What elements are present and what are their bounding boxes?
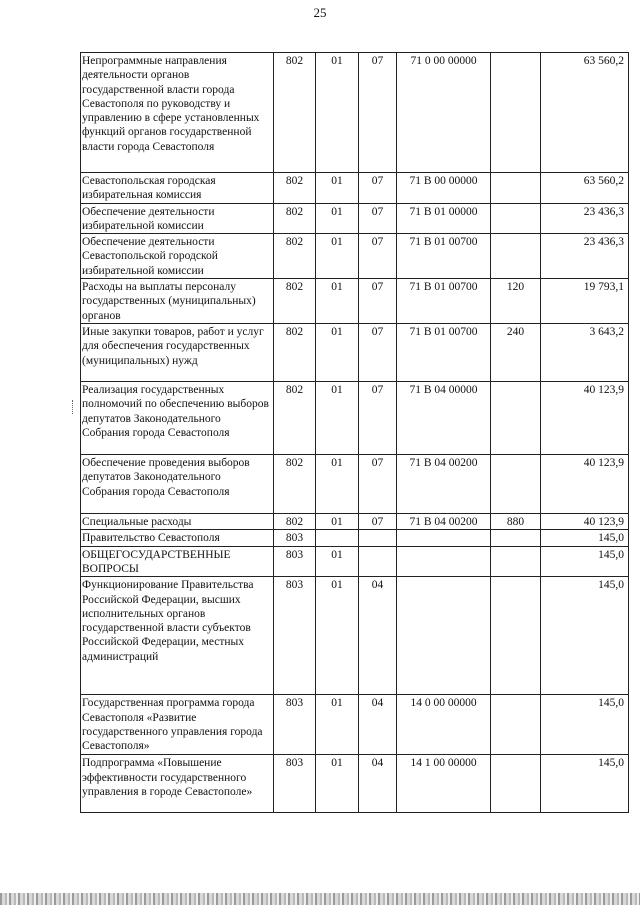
section-code: 01: [316, 577, 359, 695]
expense-type-code: [491, 755, 541, 813]
expense-type-code: [491, 234, 541, 279]
expense-type-code: [491, 173, 541, 204]
table-row: [81, 234, 629, 279]
target-article-code: [397, 530, 491, 546]
ministry-code: 803: [274, 530, 316, 546]
table-row: [81, 382, 629, 455]
table-row: [81, 173, 629, 204]
subsection-code: 07: [359, 173, 397, 204]
subsection-code: [359, 530, 397, 546]
target-article-code: 71 В 01 00700: [397, 234, 491, 279]
target-article-code: 71 0 00 00000: [397, 53, 491, 173]
ministry-code: 803: [274, 546, 316, 577]
expense-type-code: [491, 203, 541, 234]
ministry-code: 803: [274, 695, 316, 755]
table-row: [81, 755, 629, 813]
subsection-code: 04: [359, 755, 397, 813]
expense-type-code: [491, 53, 541, 173]
ministry-code: 802: [274, 203, 316, 234]
margin-mark: [72, 400, 75, 414]
target-article-code: 71 В 01 00700: [397, 279, 491, 324]
subsection-code: 07: [359, 324, 397, 382]
target-article-code: 71 В 04 00200: [397, 514, 491, 530]
expense-type-code: [491, 382, 541, 455]
table-row: [81, 695, 629, 755]
budget-item-name: Севастопольская городская избирательная комиссия: [81, 173, 274, 204]
budget-item-name: ОБЩЕГОСУДАРСТВЕННЫЕ ВОПРОСЫ: [81, 546, 274, 577]
section-code: [316, 530, 359, 546]
target-article-code: 71 В 00 00000: [397, 173, 491, 204]
section-code: 01: [316, 203, 359, 234]
table-body: [81, 53, 629, 813]
target-article-code: 14 1 00 00000: [397, 755, 491, 813]
budget-item-name: Расходы на выплаты персоналу государственных (муниципальных) органов: [81, 279, 274, 324]
budget-item-name: Реализация государственных полномочий по обеспечению выборов депутатов Законодательного Собрания города Севастополя: [81, 382, 274, 455]
section-code: 01: [316, 382, 359, 455]
budget-item-name: Подпрограмма «Повышение эффективности государственного управления в городе Севастополе»: [81, 755, 274, 813]
expense-type-code: [491, 455, 541, 514]
budget-item-name: Правительство Севастополя: [81, 530, 274, 546]
amount-value: 40 123,9: [541, 514, 629, 530]
subsection-code: 07: [359, 514, 397, 530]
section-code: 01: [316, 755, 359, 813]
table-row: [81, 203, 629, 234]
page-number: 25: [313, 5, 327, 20]
amount-value: 145,0: [541, 577, 629, 695]
budget-item-name: Функционирование Правительства Российской Федерации, высших исполнительных органов государственной власти субъектов Российской Федерации, местных администраций: [81, 577, 274, 695]
ministry-code: 802: [274, 234, 316, 279]
table-row: [81, 514, 629, 530]
section-code: 01: [316, 514, 359, 530]
subsection-code: 07: [359, 203, 397, 234]
ministry-code: 802: [274, 324, 316, 382]
budget-table: [80, 52, 629, 813]
subsection-code: 07: [359, 234, 397, 279]
target-article-code: [397, 577, 491, 695]
table-row: [81, 546, 629, 577]
budget-item-name: Непрограммные направления деятельности органов государственной власти города Севастополя по руководству и управлению в сфере установленных функций органов государственной власти города Севастополя: [81, 53, 274, 173]
budget-item-name: Иные закупки товаров, работ и услуг для обеспечения государственных (муниципальных) нужд: [81, 324, 274, 382]
ministry-code: 803: [274, 577, 316, 695]
amount-value: 40 123,9: [541, 382, 629, 455]
target-article-code: 71 В 04 00000: [397, 382, 491, 455]
table-row: [81, 455, 629, 514]
subsection-code: 07: [359, 382, 397, 455]
amount-value: 23 436,3: [541, 203, 629, 234]
amount-value: 19 793,1: [541, 279, 629, 324]
amount-value: 3 643,2: [541, 324, 629, 382]
ministry-code: 802: [274, 279, 316, 324]
amount-value: 145,0: [541, 546, 629, 577]
subsection-code: [359, 546, 397, 577]
amount-value: 145,0: [541, 530, 629, 546]
section-code: 01: [316, 695, 359, 755]
amount-value: 145,0: [541, 755, 629, 813]
amount-value: 145,0: [541, 695, 629, 755]
section-code: 01: [316, 455, 359, 514]
amount-value: 63 560,2: [541, 173, 629, 204]
section-code: 01: [316, 173, 359, 204]
ministry-code: 802: [274, 53, 316, 173]
table-row: [81, 279, 629, 324]
section-code: 01: [316, 279, 359, 324]
amount-value: 23 436,3: [541, 234, 629, 279]
ministry-code: 802: [274, 455, 316, 514]
ministry-code: 802: [274, 173, 316, 204]
subsection-code: 07: [359, 53, 397, 173]
amount-value: 63 560,2: [541, 53, 629, 173]
target-article-code: 71 В 04 00200: [397, 455, 491, 514]
budget-item-name: Государственная программа города Севастополя «Развитие государственного управления города Севастополя»: [81, 695, 274, 755]
expense-type-code: [491, 577, 541, 695]
table-row: [81, 530, 629, 546]
subsection-code: 04: [359, 577, 397, 695]
target-article-code: [397, 546, 491, 577]
subsection-code: 07: [359, 279, 397, 324]
section-code: 01: [316, 324, 359, 382]
ministry-code: 803: [274, 755, 316, 813]
target-article-code: 71 В 01 00000: [397, 203, 491, 234]
expense-type-code: 240: [491, 324, 541, 382]
expense-type-code: [491, 530, 541, 546]
expense-type-code: 120: [491, 279, 541, 324]
amount-value: 40 123,9: [541, 455, 629, 514]
expense-type-code: [491, 695, 541, 755]
target-article-code: 14 0 00 00000: [397, 695, 491, 755]
table-row: [81, 324, 629, 382]
subsection-code: 07: [359, 455, 397, 514]
section-code: 01: [316, 234, 359, 279]
expense-type-code: [491, 546, 541, 577]
section-code: 01: [316, 53, 359, 173]
section-code: 01: [316, 546, 359, 577]
ministry-code: 802: [274, 382, 316, 455]
ministry-code: 802: [274, 514, 316, 530]
budget-item-name: Обеспечение деятельности избирательной комиссии: [81, 203, 274, 234]
budget-item-name: Специальные расходы: [81, 514, 274, 530]
table-row: [81, 577, 629, 695]
budget-item-name: Обеспечение деятельности Севастопольской городской избирательной комиссии: [81, 234, 274, 279]
target-article-code: 71 В 01 00700: [397, 324, 491, 382]
budget-item-name: Обеспечение проведения выборов депутатов Законодательного Собрания города Севастополя: [81, 455, 274, 514]
subsection-code: 04: [359, 695, 397, 755]
expense-type-code: 880: [491, 514, 541, 530]
table-row: [81, 53, 629, 173]
scan-bottom-edge: [0, 893, 640, 905]
